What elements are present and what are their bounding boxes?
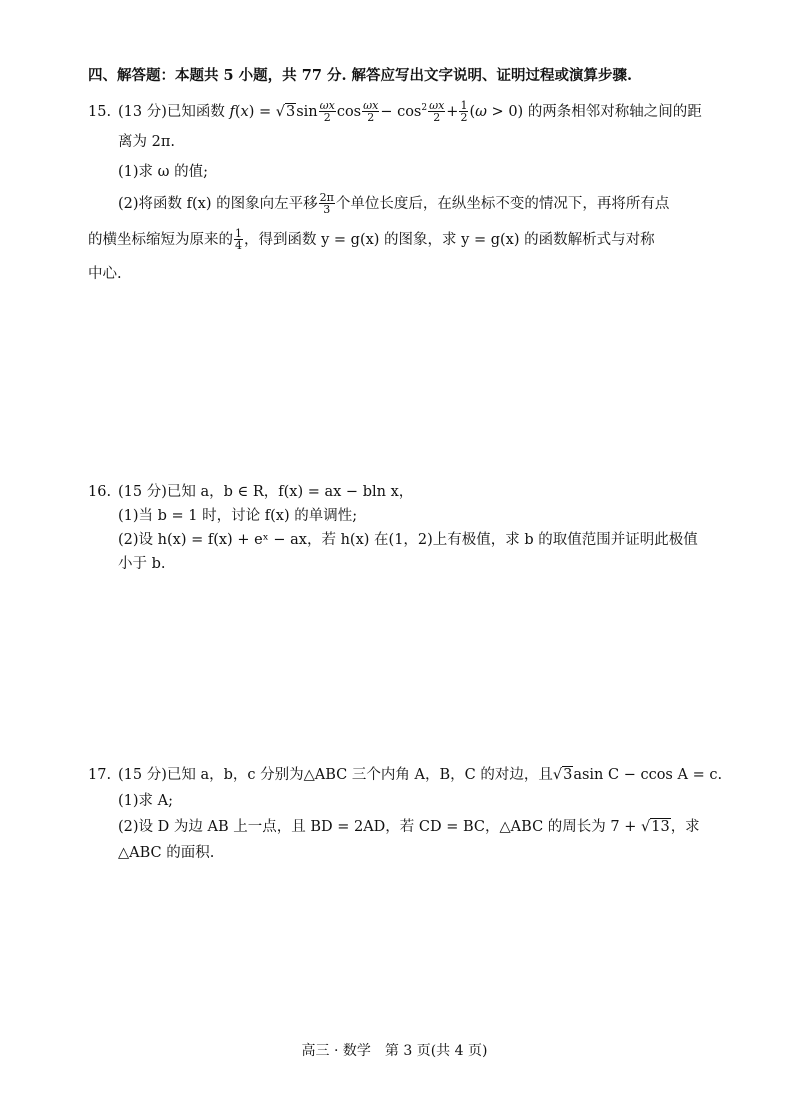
question-17 xyxy=(88,762,722,866)
q16-stem: 已知 a，b ∈ R，f(x) = ax − bln x， xyxy=(166,484,414,500)
q17-number: 17. xyxy=(88,767,112,783)
q15-part2-line1 xyxy=(88,192,702,216)
q16-part2-a: (2)设 h(x) = f(x) + eˣ − ax，若 h(x) 在(1，2)上有极值，求 b 的取值范围并证明此极值 xyxy=(118,532,698,548)
q17-part2-line1: (2)设 D 为边 AB 上一点，且 BD = 2AD，若 CD = BC，△ABC 的周长为 7 + √13，求 xyxy=(118,819,700,835)
q15-function-formula: f(x) = √3sin $\frac{\omega x}{2}$ cos $\frac{\omega x}{2}$ − $\cos^2$ $\frac{\omega x}{2}$ + $\frac{1}{2}$ (ω > 0) xyxy=(229,99,528,125)
q15-part2-line2 xyxy=(88,228,702,252)
q16-part2-b: 小于 b. xyxy=(118,556,166,572)
q17-part2-b: ，求 xyxy=(670,819,700,835)
q15-line2: 离为 2π. xyxy=(118,133,175,150)
q15-part2-e: 中心. xyxy=(88,265,122,282)
question-16 xyxy=(88,480,698,576)
q17-part2-a: (2)设 D 为边 AB 上一点，且 BD = 2AD，若 CD = BC，△ABC 的周长为 7 + xyxy=(118,819,637,835)
q15-number: 15. xyxy=(88,103,112,120)
q17-stem-b: asin C − ccos A = c. xyxy=(573,767,723,783)
q16-number: 16. xyxy=(88,484,112,500)
section-title: 四、解答题：本题共 5 小题，共 77 分. 解答应写出文字说明、证明过程或演算步骤. xyxy=(88,67,633,84)
q16-part1: (1)当 b = 1 时，讨论 f(x) 的单调性; xyxy=(118,508,358,524)
page-footer: 高三 · 数学 第 3 页(共 4 页) xyxy=(301,1043,488,1059)
q15-points: (13 分) xyxy=(118,103,167,120)
q17-points: (15 分) xyxy=(118,767,167,783)
q16-stem-line xyxy=(88,480,698,504)
q15-part2-b: 个单位长度后，在纵坐标不变的情况下，再将所有点 xyxy=(335,195,670,212)
question-15 xyxy=(88,96,702,286)
q17-stem-line: 17. (15 分)已知 a，b，c 分别为△ABC 三个内角 A，B，C 的对边，且√3asin C − ccos A = c. xyxy=(88,762,722,788)
q15-part2-d: ，得到函数 y = g(x) 的图象，求 y = g(x) 的函数解析式与对称 xyxy=(244,231,655,248)
q15-stem-a: 已知函数 xyxy=(166,103,225,120)
q15-part2-a: (2)将函数 f(x) 的图象向左平移 xyxy=(118,195,318,212)
q15-stem-line xyxy=(88,96,702,124)
q15-shift-fraction: $\frac{2\pi}{3}$ xyxy=(319,191,334,217)
q15-stem-b: 的两条相邻对称轴之间的距 xyxy=(527,103,702,120)
q17-part2-c: △ABC 的面积. xyxy=(118,845,215,861)
q15-scale-fraction: $\frac{1}{4}$ xyxy=(235,227,242,253)
q17-part1: (1)求 A; xyxy=(118,793,174,809)
q15-part1: (1)求 ω 的值; xyxy=(118,163,208,180)
q16-points: (15 分) xyxy=(118,484,167,500)
q17-stem-a: 已知 a，b，c 分别为△ABC 三个内角 A，B，C 的对边，且 xyxy=(166,767,553,783)
q15-part2-c: 的横坐标缩短为原来的 xyxy=(88,231,233,248)
